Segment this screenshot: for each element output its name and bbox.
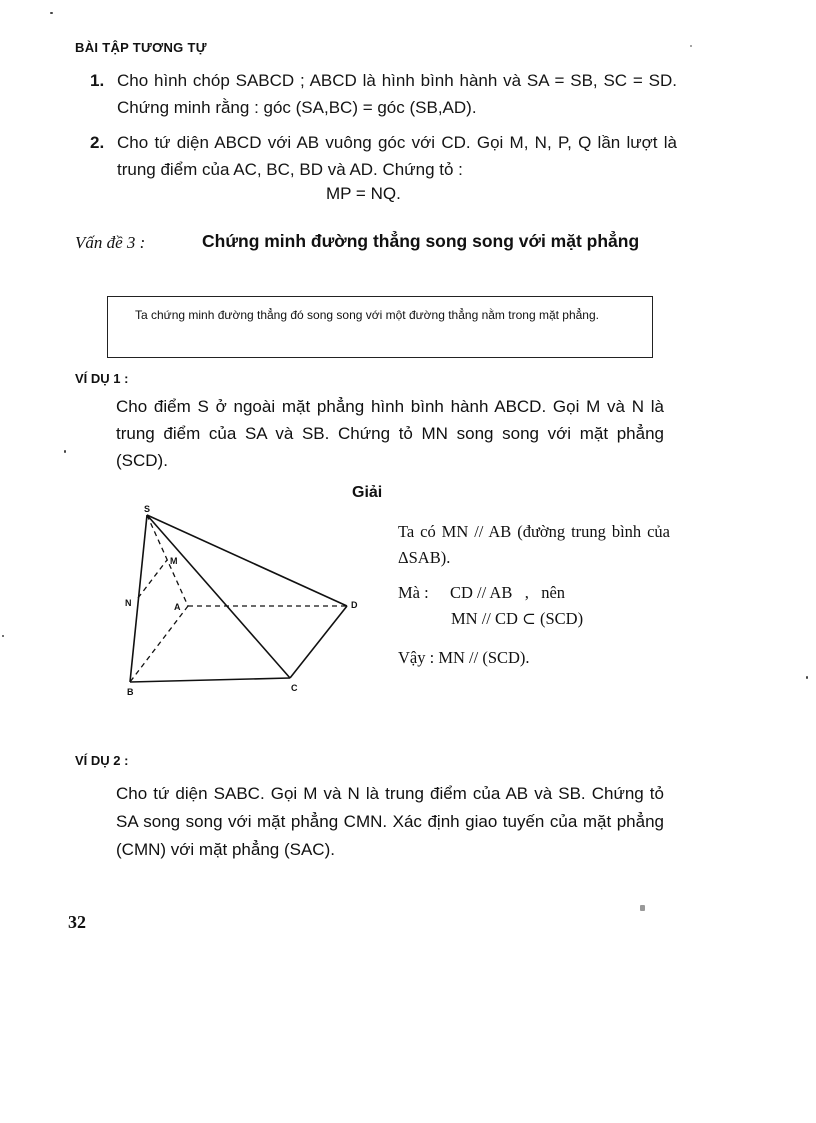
pyramid-figure — [120, 500, 370, 710]
edge-AB — [130, 606, 188, 682]
label-D: D — [351, 600, 358, 610]
edge-SB — [130, 515, 147, 682]
label-M: M — [170, 556, 178, 566]
exercise-text: Cho hình chóp SABCD ; ABCD là hình bình hành và SA = SB, SC = SD. Chứng minh rằng : góc (SA,BC) = góc (SB,AD). — [117, 71, 677, 117]
exercise-number: 1. — [90, 71, 105, 90]
label-B: B — [127, 687, 134, 697]
exercise-2 — [90, 129, 690, 185]
example-2-heading: VÍ DỤ 2 : — [75, 753, 129, 768]
edge-SC — [147, 515, 290, 678]
section-heading: BÀI TẬP TƯƠNG TỰ — [75, 40, 207, 55]
problem-label: Vấn đề 3 : — [75, 233, 146, 252]
exercise-text: Cho tứ diện ABCD với AB vuông góc với CD. Gọi M, N, P, Q lần lượt là trung điểm của AC, BC, BD và AD. Chứng tỏ : — [117, 133, 677, 179]
page-number: 32 — [68, 912, 86, 932]
label-N: N — [125, 598, 132, 608]
solution-heading: Giải — [352, 484, 383, 501]
edge-SA — [147, 515, 188, 606]
edge-BC — [130, 678, 290, 682]
scan-speck — [690, 45, 692, 47]
solution-line-3: MN // CD ⊂ (SCD) — [451, 609, 584, 628]
exercise-number: 2. — [90, 133, 105, 152]
scan-speck — [640, 905, 645, 911]
scan-speck — [2, 635, 4, 637]
example-1-heading: VÍ DỤ 1 : — [75, 371, 129, 386]
label-C: C — [291, 683, 298, 693]
solution-line-4: Vậy : MN // (SCD). — [398, 648, 530, 667]
example-2-text: Cho tứ diện SABC. Gọi M và N là trung điểm của AB và SB. Chứng tỏ SA song song với mặt phẳng CMN. Xác định giao tuyến của mặt phẳng (CMN) với mặt phẳng (SAC). — [116, 784, 664, 859]
solution-line-1: Ta có MN // AB (đường trung bình của ΔSAB). — [398, 522, 670, 567]
edge-CD — [290, 606, 347, 678]
method-text: Ta chứng minh đường thẳng đó song song với một đường thẳng nằm trong mặt phẳng. — [135, 308, 599, 322]
exercise-1 — [90, 67, 690, 123]
scan-speck — [50, 12, 53, 14]
example-1-text: Cho điểm S ở ngoài mặt phẳng hình bình hành ABCD. Gọi M và N là trung điểm của SA và SB. Chứng tỏ MN song song với mặt phẳng (SCD). — [116, 397, 664, 470]
label-S: S — [144, 504, 151, 514]
method-box — [107, 296, 653, 358]
label-A: A — [174, 602, 181, 612]
solution-line-2: CD // AB , nên — [450, 583, 566, 602]
problem-title: Chứng minh đường thẳng song song với mặt phẳng — [202, 231, 640, 251]
scan-speck — [806, 676, 808, 679]
solution-line-2-label: Mà : — [398, 583, 429, 602]
scan-speck — [64, 450, 66, 453]
exercise-2-formula: MP = NQ. — [326, 184, 401, 203]
